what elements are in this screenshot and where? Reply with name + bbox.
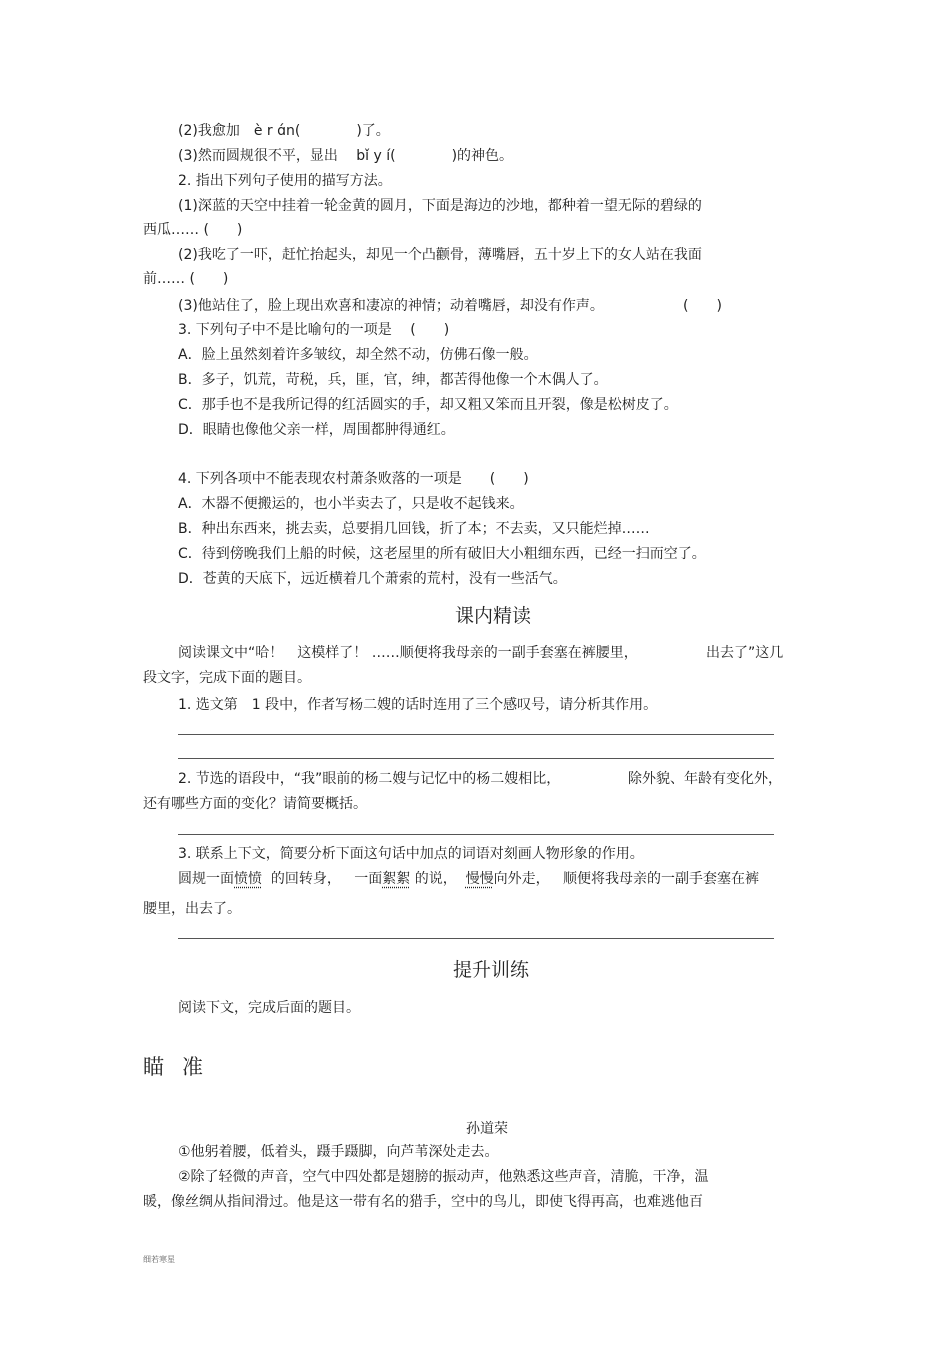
reading-intro-end: 出去了”这几 (706, 645, 784, 661)
article-paragraph-2: ②除了轻微的声音，空气中四处都是翅膀的振动声，他熟悉这些声音，清脆，干净，温 (178, 1169, 709, 1185)
q2-prompt: 2. 指出下列句子使用的描写方法。 (178, 173, 392, 189)
q4-option-b: B．种出东西来，挑去卖，总要捐几回钱，折了本；不去卖，又只能烂掉…… (178, 521, 650, 537)
dotted-word-fenfen: 愤愤 (234, 871, 262, 887)
answer-line[interactable] (178, 758, 774, 759)
reading-intro-cont: 段文字，完成下面的题目。 (143, 670, 311, 686)
reading-intro: 阅读课文中“哈！ 这模样了！ ……顺便将我母亲的一副手套塞在裤腰里， (178, 645, 638, 661)
answer-line[interactable] (178, 734, 774, 735)
dotted-word-xuxu: 絮絮 (382, 871, 411, 887)
q3-option-b: B．多子，饥荒，苛税，兵，匪，官，绅，都苦得他像一个木偶人了。 (178, 372, 608, 388)
article-title: 瞄准 (143, 1055, 221, 1079)
section-heading-reading: 课内精读 (455, 605, 532, 627)
q2-item-3: (3)他站住了，脸上现出欢喜和凄凉的神情；动着嘴唇，却没有作声。 (178, 298, 604, 314)
article-paragraph-1: ①他躬着腰，低着头，蹑手蹑脚，向芦苇深处走去。 (178, 1144, 499, 1160)
reading-q3: 3. 联系上下文，简要分析下面这句话中加点的词语对刻画人物形象的作用。 (178, 846, 644, 862)
reading-q2-end: 除外貌、年龄有变化外， (628, 771, 782, 787)
q2-item-2-cont: 前…… ( ) (143, 271, 229, 287)
article-author: 孙道荣 (466, 1121, 508, 1137)
article-paragraph-2-cont: 暖，像丝绸从指间滑过。他是这一带有名的猎手，空中的鸟儿，即使飞得再高，也难逃他百 (143, 1194, 703, 1210)
q1-item-2: (2)我愈加 è r ɑ́n( )了。 (178, 123, 390, 139)
q1-item-3: (3)然而圆规很不平，显出 bǐ y í( )的神色。 (178, 148, 514, 164)
q4-option-c: C．待到傍晚我们上船的时候，这老屋里的所有破旧大小粗细东西，已经一扫而空了。 (178, 546, 706, 562)
practice-intro: 阅读下文，完成后面的题目。 (178, 1000, 360, 1016)
q2-item-1-cont: 西瓜…… ( ) (143, 222, 243, 238)
q4-option-d: D．苍黄的天底下，远近横着几个萧索的荒村，没有一些活气。 (178, 571, 567, 587)
dotted-word-manman: 慢慢 (465, 871, 494, 887)
reading-q1: 1. 选文第 1 段中，作者写杨二嫂的话时连用了三个感叹号，请分析其作用。 (178, 697, 658, 713)
page-footer: 细若寒星 (143, 1255, 175, 1264)
reading-q3-quote-cont: 腰里，出去了。 (143, 901, 241, 917)
reading-q3-quote: 圆规一面愤愤 的回转身， 一面絮絮 的说， 慢慢向外走， 顺便将我母亲的一副手套塞在裤 (178, 871, 759, 887)
reading-q2-cont: 还有哪些方面的变化？请简要概括。 (143, 796, 367, 812)
q2-item-1: (1)深蓝的天空中挂着一轮金黄的圆月，下面是海边的沙地，都种着一望无际的碧绿的 (178, 198, 702, 214)
q3-prompt: 3. 下列句子中不是比喻句的一项是 ( ) (178, 322, 450, 338)
answer-line[interactable] (178, 938, 774, 939)
q4-prompt: 4. 下列各项中不能表现农村萧条败落的一项是 ( ) (178, 471, 529, 487)
q3-option-d: D．眼睛也像他父亲一样，周围都肿得通红。 (178, 422, 455, 438)
q4-option-a: A．木器不便搬运的，也小半卖去了，只是收不起钱来。 (178, 496, 524, 512)
section-heading-practice: 提升训练 (453, 959, 530, 981)
q3-option-c: C．那手也不是我所记得的红活圆实的手，却又粗又笨而且开裂，像是松树皮了。 (178, 397, 678, 413)
answer-line[interactable] (178, 834, 774, 835)
q2-item-2: (2)我吃了一吓，赶忙抬起头，却见一个凸颧骨，薄嘴唇，五十岁上下的女人站在我面 (178, 247, 702, 263)
reading-q2: 2. 节选的语段中，“我”眼前的杨二嫂与记忆中的杨二嫂相比， (178, 771, 561, 787)
q2-item-3-blank: ( ) (683, 298, 722, 314)
q3-option-a: A．脸上虽然刻着许多皱纹，却全然不动，仿佛石像一般。 (178, 347, 538, 363)
